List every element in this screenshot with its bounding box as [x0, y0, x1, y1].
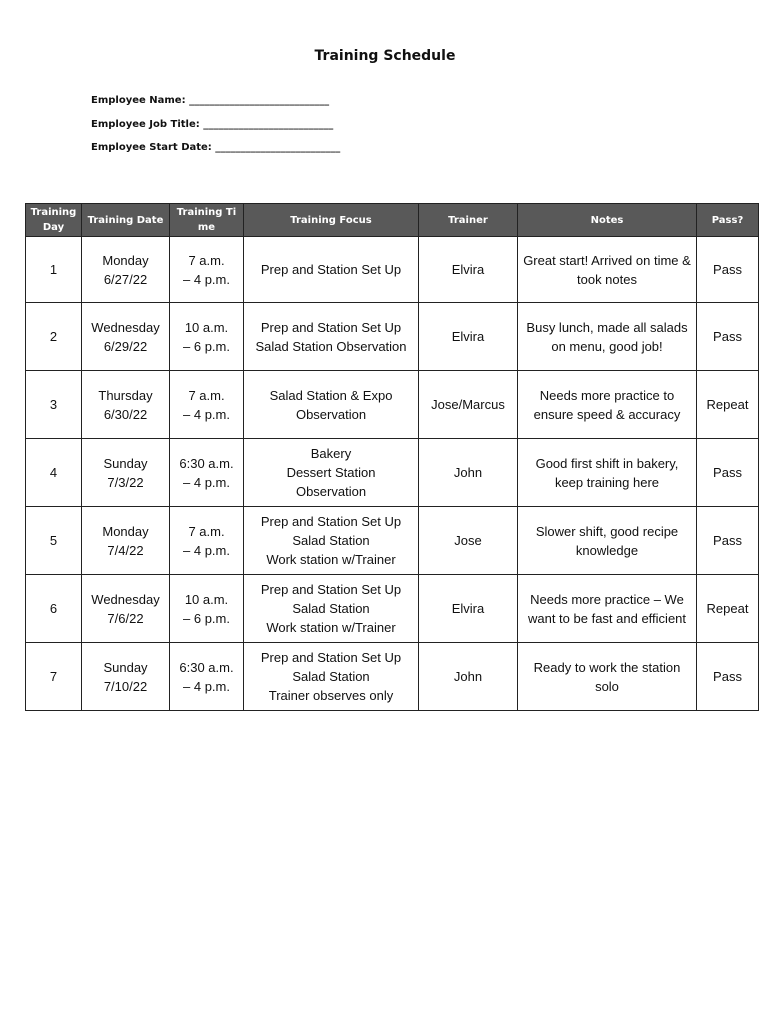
- cell-line: Monday: [102, 252, 149, 268]
- cell-notes: Ready to work the station solo: [518, 643, 697, 711]
- cell-date: [82, 303, 170, 371]
- employee-start-date-field[interactable]: [91, 141, 340, 165]
- cell-time: [170, 507, 244, 575]
- header-pass: Pass?: [697, 204, 759, 237]
- cell-line: – 4 p.m.: [183, 271, 230, 287]
- cell-time: [170, 439, 244, 507]
- cell-trainer: John: [419, 643, 518, 711]
- cell-date: [82, 507, 170, 575]
- cell-line: 7/4/22: [107, 542, 144, 558]
- cell-line: 6/29/22: [103, 338, 148, 354]
- cell-day: 4: [26, 439, 82, 507]
- cell-line: 6:30 a.m.: [179, 659, 234, 675]
- cell-line: 7/10/22: [103, 678, 148, 694]
- cell-pass: Repeat: [697, 575, 759, 643]
- cell-time: [170, 643, 244, 711]
- header-training-day: Training Day: [26, 204, 82, 237]
- training-schedule-table: [25, 203, 759, 711]
- table-row: [26, 237, 759, 303]
- field-label: Employee Start Date:: [91, 142, 212, 153]
- cell-day: 3: [26, 371, 82, 439]
- cell-pass: Repeat: [697, 371, 759, 439]
- cell-line: 7 a.m.: [188, 523, 225, 539]
- cell-trainer: Jose/Marcus: [419, 371, 518, 439]
- cell-line: 10 a.m.: [184, 319, 229, 335]
- cell-line: Bakery: [310, 446, 352, 461]
- cell-focus: [244, 507, 419, 575]
- cell-line: Wednesday: [91, 591, 160, 607]
- cell-line: – 4 p.m.: [183, 542, 230, 558]
- cell-focus: [244, 237, 419, 303]
- cell-pass: Pass: [697, 643, 759, 711]
- cell-line: Salad Station Observation: [255, 338, 407, 354]
- table-row: [26, 575, 759, 643]
- cell-notes: Good first shift in bakery, keep training here: [518, 439, 697, 507]
- cell-focus: [244, 643, 419, 711]
- cell-line: Dessert Station: [286, 465, 376, 480]
- cell-day: 6: [26, 575, 82, 643]
- field-blank: ____________________________: [189, 95, 330, 106]
- cell-line: Prep and Station Set Up: [260, 319, 402, 335]
- cell-line: Work station w/Trainer: [266, 552, 396, 567]
- cell-day: 2: [26, 303, 82, 371]
- cell-notes: Needs more practice to ensure speed & accuracy: [518, 371, 697, 439]
- table-row: [26, 439, 759, 507]
- cell-line: Thursday: [98, 387, 153, 403]
- cell-line: 7 a.m.: [188, 387, 225, 403]
- cell-line: Sunday: [103, 659, 148, 675]
- cell-line: 7/6/22: [107, 610, 144, 626]
- cell-date: [82, 643, 170, 711]
- cell-line: Work station w/Trainer: [266, 620, 396, 635]
- table-row: [26, 643, 759, 711]
- cell-date: [82, 237, 170, 303]
- cell-time: [170, 237, 244, 303]
- cell-line: Prep and Station Set Up: [260, 262, 402, 277]
- table-row: [26, 303, 759, 371]
- cell-line: – 6 p.m.: [183, 338, 230, 354]
- cell-line: 7 a.m.: [188, 252, 225, 268]
- cell-pass: Pass: [697, 303, 759, 371]
- cell-pass: Pass: [697, 237, 759, 303]
- cell-line: – 4 p.m.: [183, 474, 230, 490]
- cell-line: Prep and Station Set Up: [260, 582, 402, 597]
- cell-line: – 4 p.m.: [183, 406, 230, 422]
- cell-date: [82, 575, 170, 643]
- cell-date: [82, 371, 170, 439]
- table-row: [26, 507, 759, 575]
- cell-notes: Slower shift, good recipe knowledge: [518, 507, 697, 575]
- cell-focus: [244, 371, 419, 439]
- cell-day: 7: [26, 643, 82, 711]
- cell-focus: [244, 303, 419, 371]
- cell-focus: [244, 439, 419, 507]
- cell-line: Prep and Station Set Up: [260, 514, 402, 529]
- field-blank: _________________________: [215, 142, 341, 153]
- cell-day: 5: [26, 507, 82, 575]
- cell-trainer: Jose: [419, 507, 518, 575]
- cell-day: 1: [26, 237, 82, 303]
- cell-line: 6/30/22: [103, 406, 148, 422]
- cell-date: [82, 439, 170, 507]
- cell-line: – 6 p.m.: [183, 610, 230, 626]
- employee-name-field[interactable]: [91, 94, 340, 118]
- cell-line: Observation: [295, 484, 367, 499]
- cell-line: Salad Station & Expo: [269, 387, 393, 403]
- header-training-time: Training Time: [170, 204, 244, 237]
- employee-job-title-field[interactable]: [91, 118, 340, 142]
- cell-line: 6/27/22: [103, 271, 148, 287]
- cell-line: Wednesday: [91, 319, 160, 335]
- cell-line: 7/3/22: [107, 474, 144, 490]
- cell-time: [170, 575, 244, 643]
- cell-time: [170, 371, 244, 439]
- cell-line: Monday: [102, 523, 149, 539]
- field-label: Employee Job Title:: [91, 118, 200, 130]
- cell-line: Trainer observes only: [268, 688, 394, 703]
- field-label: Employee Name:: [91, 95, 186, 106]
- header-training-date: Training Date: [82, 204, 170, 237]
- cell-pass: Pass: [697, 439, 759, 507]
- cell-line: 6:30 a.m.: [179, 455, 234, 471]
- cell-time: [170, 303, 244, 371]
- cell-trainer: Elvira: [419, 575, 518, 643]
- cell-trainer: Elvira: [419, 303, 518, 371]
- header-training-focus: Training Focus: [244, 204, 419, 237]
- cell-line: Salad Station: [292, 669, 370, 684]
- cell-line: Prep and Station Set Up: [260, 650, 402, 665]
- cell-notes: Great start! Arrived on time & took notes: [518, 237, 697, 303]
- table-row: [26, 371, 759, 439]
- cell-line: – 4 p.m.: [183, 678, 230, 694]
- cell-line: Sunday: [103, 455, 148, 471]
- cell-pass: Pass: [697, 507, 759, 575]
- cell-notes: Needs more practice – We want to be fast and efficient: [518, 575, 697, 643]
- table-header-row: [26, 204, 759, 237]
- cell-notes: Busy lunch, made all salads on menu, good job!: [518, 303, 697, 371]
- cell-line: Salad Station: [292, 601, 370, 616]
- header-trainer: Trainer: [419, 204, 518, 237]
- field-blank: __________________________: [203, 118, 334, 130]
- cell-trainer: John: [419, 439, 518, 507]
- cell-line: Salad Station: [292, 533, 370, 548]
- cell-line: Observation: [295, 406, 367, 422]
- page-title: Training Schedule: [314, 48, 456, 64]
- cell-trainer: Elvira: [419, 237, 518, 303]
- employee-info: [91, 94, 340, 165]
- header-notes: Notes: [518, 204, 697, 237]
- cell-line: 10 a.m.: [184, 591, 229, 607]
- cell-focus: [244, 575, 419, 643]
